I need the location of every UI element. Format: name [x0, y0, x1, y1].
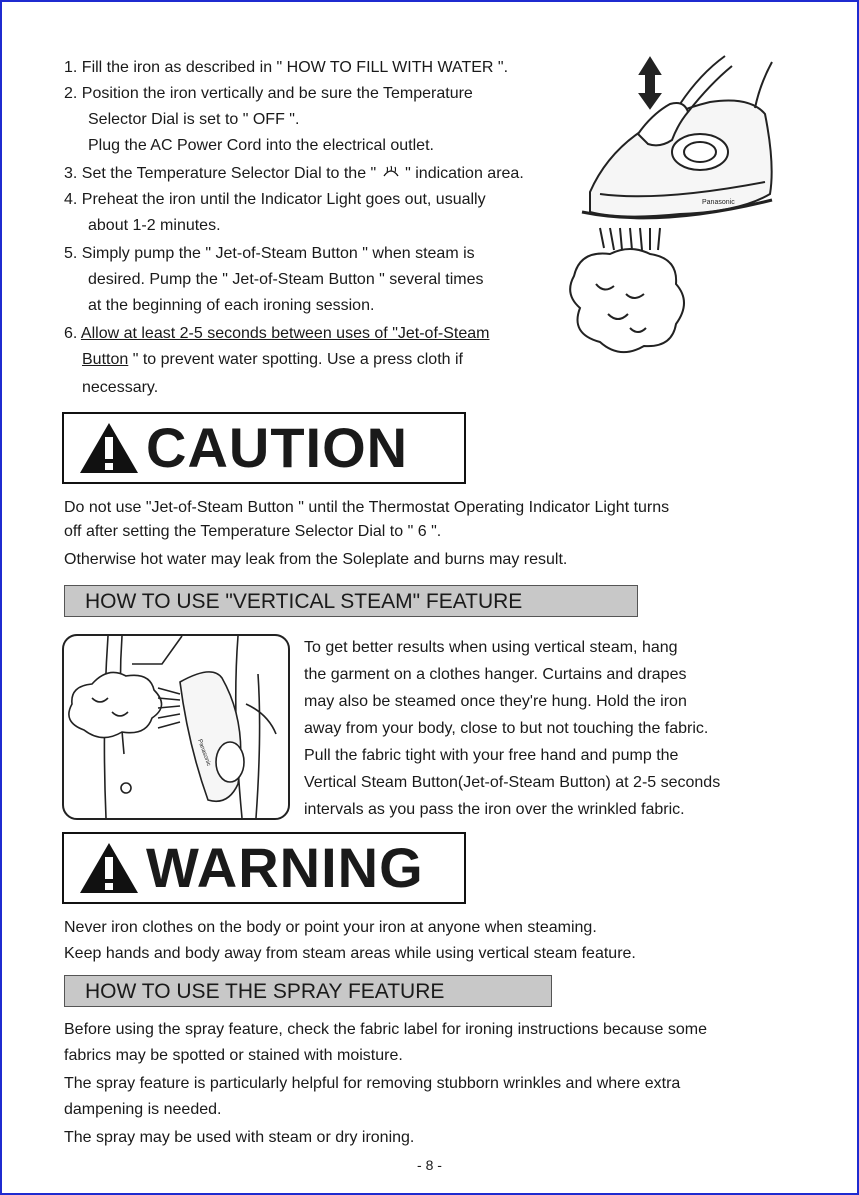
vertical-steam-text — [304, 634, 760, 823]
vertical-line-5: Pull the fabric tight with your free hand and pump the — [304, 747, 679, 764]
warning-text-2: Keep hands and body away from steam areas while using vertical steam feature. — [64, 945, 636, 962]
spray-text-5: The spray may be used with steam or dry ironing. — [64, 1129, 415, 1146]
step-4-line-2: about 1-2 minutes. — [88, 217, 221, 234]
step-6-underlined-2: Button — [82, 351, 129, 368]
vertical-line-3: may also be steamed once they're hung. Hold the iron — [304, 693, 687, 710]
caution-triangle-icon — [78, 421, 140, 475]
caution-text-2: off after setting the Temperature Selector Dial to " 6 ". — [64, 523, 442, 540]
step-3-text-b: " indication area. — [400, 165, 524, 182]
caution-heading: CAUTION — [146, 416, 409, 479]
steam-symbol-icon — [381, 164, 401, 180]
iron-brand-label: Panasonic — [702, 199, 735, 206]
vertical-iron-brand: Panasonic — [196, 738, 212, 768]
caution-text-1: Do not use "Jet-of-Steam Button " until the Thermostat Operating Indicator Light turns — [64, 499, 670, 516]
step-2: 2. Position the iron vertically and be sure the Temperature — [64, 85, 473, 102]
warning-heading-box — [62, 832, 466, 904]
step-6-text: " to prevent water spotting. Use a press cloth if — [128, 351, 463, 368]
step-5-line-2: desired. Pump the " Jet-of-Steam Button " several times — [88, 271, 484, 288]
vertical-line-7: intervals as you pass the iron over the wrinkled fabric. — [304, 801, 685, 818]
step-3 — [64, 164, 524, 184]
step-6-underlined: Allow at least 2-5 seconds between uses of "Jet-of-Steam — [80, 325, 490, 342]
caution-text-3: Otherwise hot water may leak from the Soleplate and burns may result. — [64, 551, 568, 568]
step-6-line-3: necessary. — [82, 379, 159, 396]
spray-text-2: fabrics may be spotted or stained with moisture. — [64, 1047, 403, 1064]
step-5-line-3: at the beginning of each ironing session. — [88, 297, 375, 314]
warning-text-1: Never iron clothes on the body or point your iron at anyone when steaming. — [64, 919, 597, 936]
vertical-steam-section-title: HOW TO USE "VERTICAL STEAM" FEATURE — [64, 585, 638, 617]
spray-section-title: HOW TO USE THE SPRAY FEATURE — [64, 975, 552, 1007]
vertical-line-2: the garment on a clothes hanger. Curtains and drapes — [304, 666, 687, 683]
warning-heading: WARNING — [146, 836, 424, 899]
step-6 — [64, 324, 489, 344]
step-2-line-3: Plug the AC Power Cord into the electrical outlet. — [88, 137, 434, 154]
step-2-line-2: Selector Dial is set to " OFF ". — [88, 111, 300, 128]
step-4: 4. Preheat the iron until the Indicator Light goes out, usually — [64, 191, 486, 208]
warning-triangle-icon — [78, 841, 140, 895]
spray-text-1: Before using the spray feature, check the fabric label for ironing instructions because some — [64, 1021, 708, 1038]
page-number: - 8 - — [417, 1157, 442, 1173]
step-5: 5. Simply pump the " Jet-of-Steam Button " when steam is — [64, 245, 475, 262]
spray-text-4: dampening is needed. — [64, 1101, 222, 1118]
vertical-line-1: To get better results when using vertical steam, hang — [304, 639, 678, 656]
vertical-line-4: away from your body, close to but not touching the fabric. — [304, 720, 709, 737]
vertical-line-6: Vertical Steam Button(Jet-of-Steam Button) at 2-5 seconds — [304, 774, 721, 791]
caution-heading-box — [62, 412, 466, 484]
step-3-text-a: 3. Set the Temperature Selector Dial to the " — [64, 165, 381, 182]
step-1: 1. Fill the iron as described in " HOW TO FILL WITH WATER ". — [64, 59, 509, 76]
step-6-number: 6. — [64, 325, 81, 342]
spray-text-3: The spray feature is particularly helpful for removing stubborn wrinkles and where extra — [64, 1075, 681, 1092]
iron-vertical-illustration — [560, 44, 820, 374]
step-6-line-2 — [82, 350, 463, 370]
vertical-steam-illustration — [62, 634, 290, 820]
